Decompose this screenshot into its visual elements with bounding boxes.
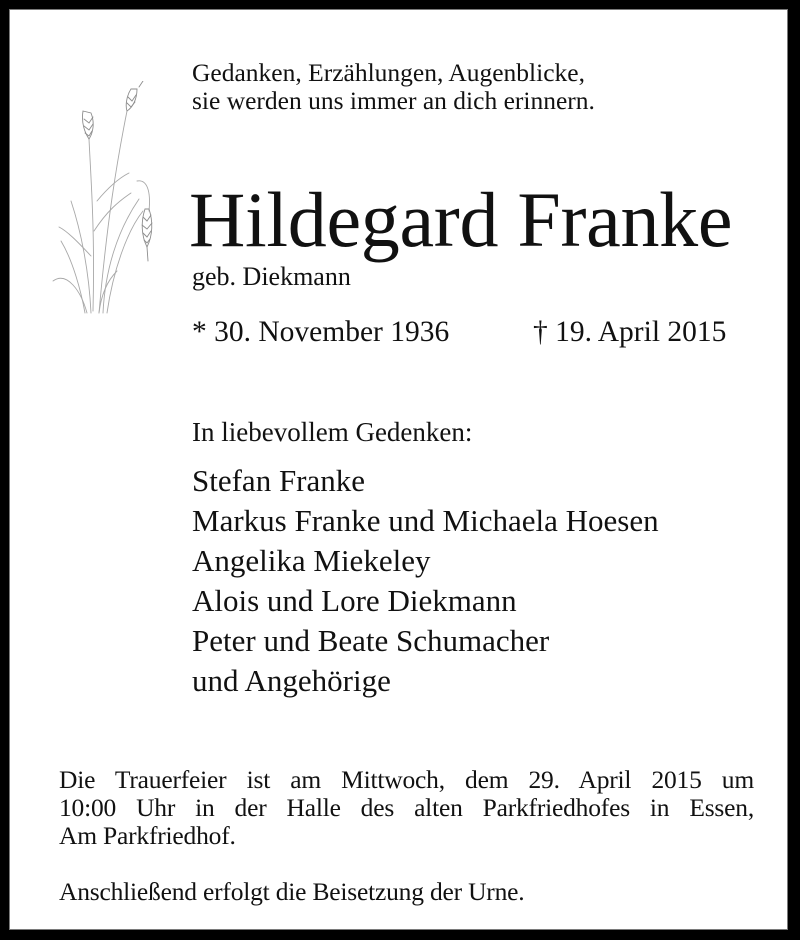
birth-date: * 30. November 1936 (192, 316, 450, 348)
motto-line: Gedanken, Erzählungen, Augenblicke, (192, 58, 585, 87)
memorial-intro: In liebevollem Gedenken: (192, 417, 473, 447)
mourner-item: Peter und Beate Schumacher (192, 623, 550, 658)
deceased-name: Hildegard Franke (189, 176, 733, 263)
funeral-service-text (59, 766, 754, 850)
service-line: 10:00 Uhr in der Halle des alten Parkfriedhofes in Essen, (59, 793, 754, 822)
mourner-item: Alois und Lore Diekmann (192, 583, 517, 618)
mourner-item: Stefan Franke (192, 463, 366, 498)
mourner-item: Markus Franke und Michaela Hoesen (192, 503, 659, 538)
service-line: Die Trauerfeier ist am Mittwoch, dem 29. April 2015 um (59, 765, 754, 794)
wheat-illustration-icon (47, 81, 172, 316)
service-details (59, 766, 754, 906)
motto-line: sie werden uns immer an dich erinnern. (192, 86, 595, 115)
service-line: Am Parkfriedhof. (59, 821, 236, 850)
mourners-list (192, 461, 659, 701)
maiden-name: geb. Diekmann (192, 262, 351, 291)
mourner-item: und Angehörige (192, 663, 391, 698)
mourner-item: Angelika Miekeley (192, 543, 431, 578)
motto (192, 59, 595, 115)
death-date: † 19. April 2015 (533, 316, 727, 348)
burial-text: Anschließend erfolgt die Beisetzung der Urne. (59, 877, 525, 906)
